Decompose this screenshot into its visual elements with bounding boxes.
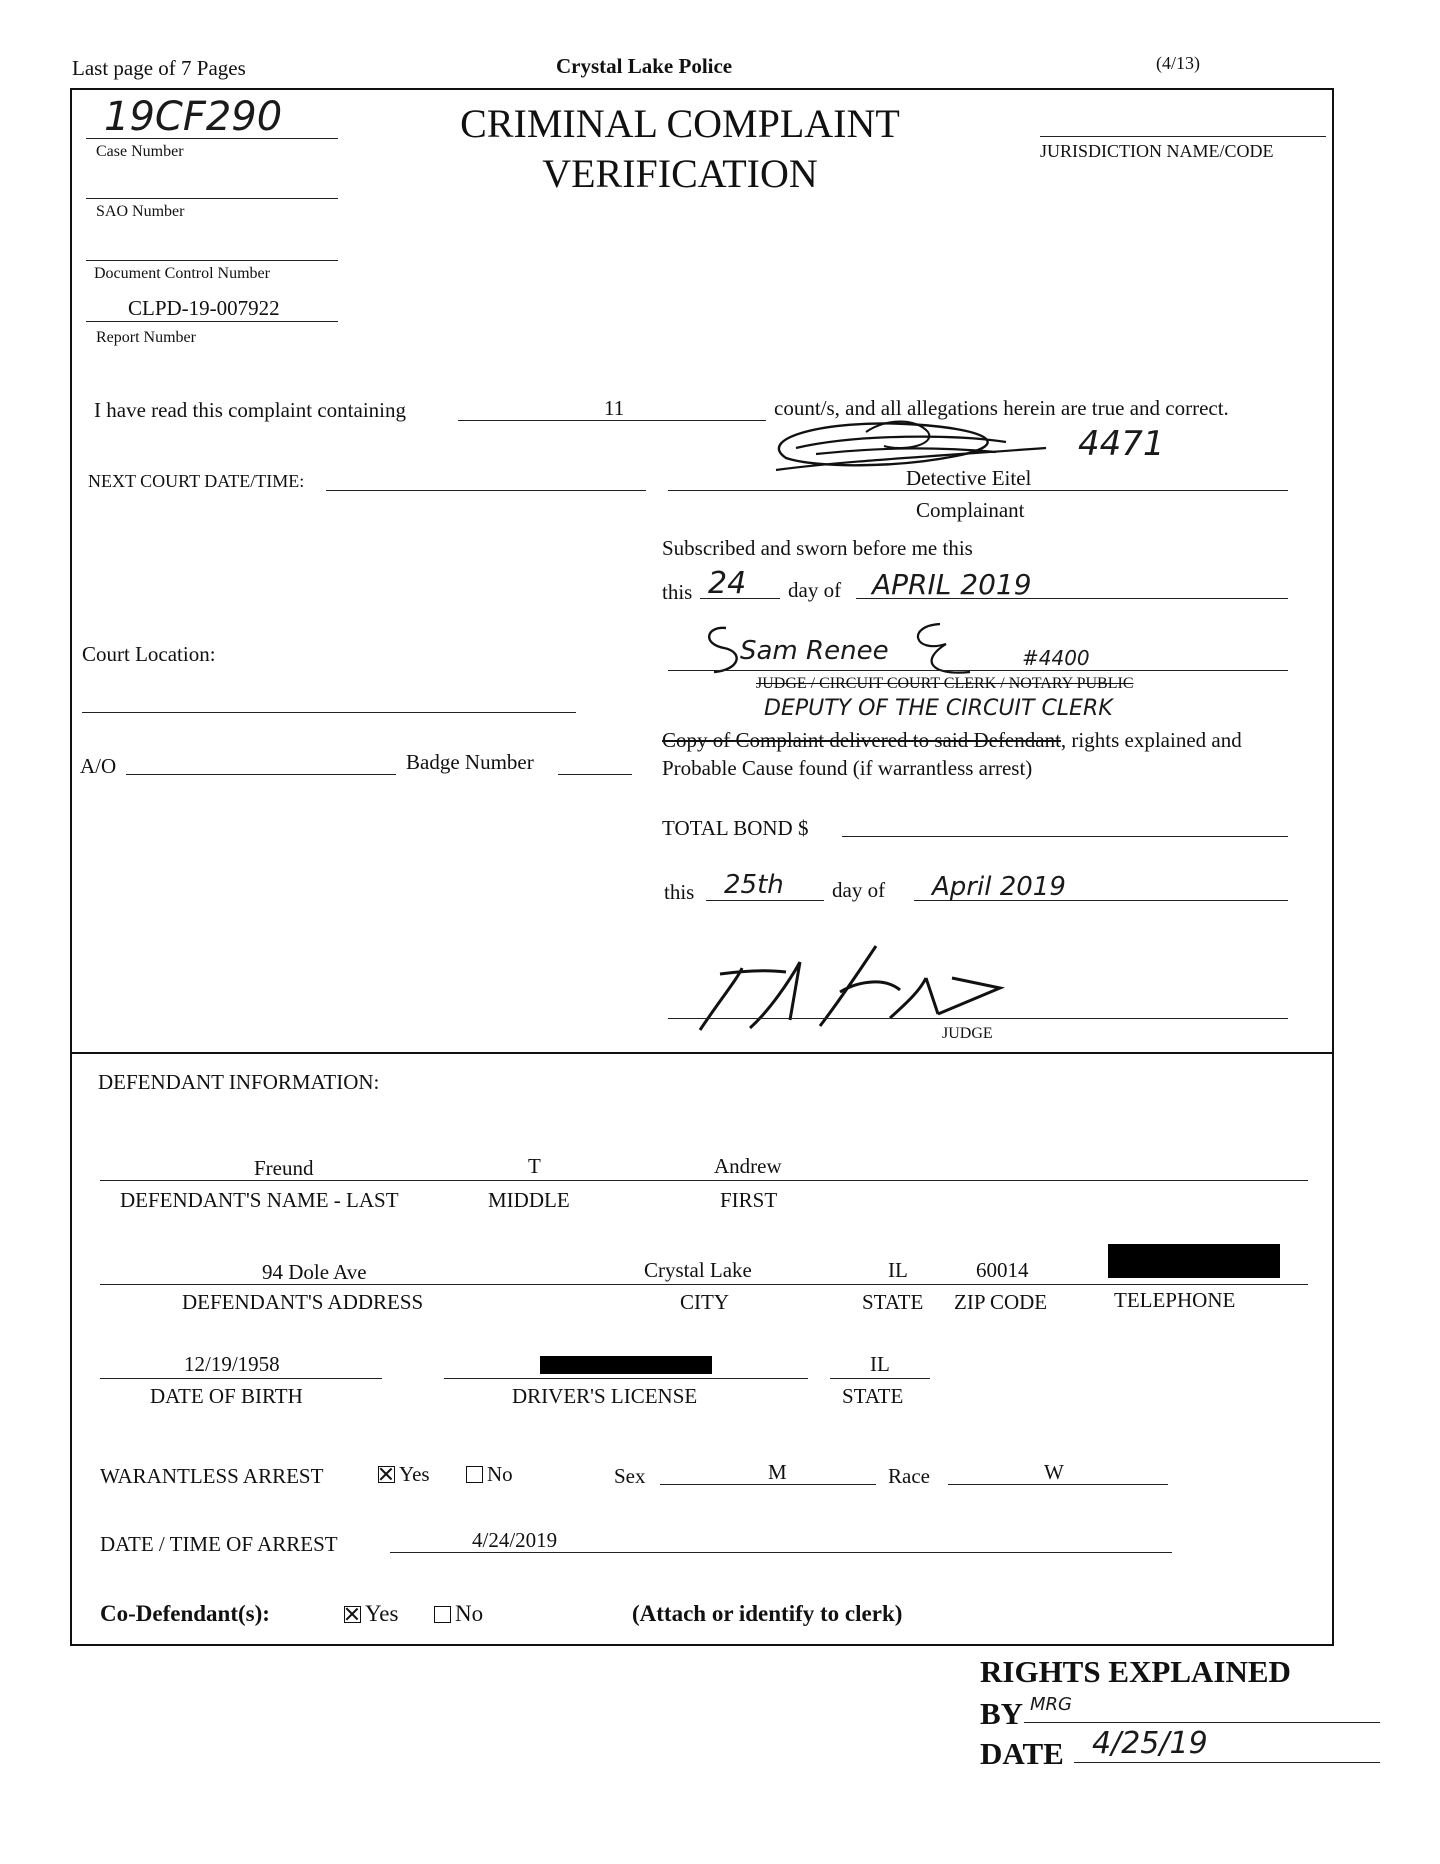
- race-value: W: [1044, 1460, 1064, 1484]
- doc-control-line: [86, 260, 338, 261]
- sworn-month-year: APRIL 2019: [872, 568, 1032, 601]
- page-info: Last page of 7 Pages: [72, 56, 246, 80]
- bond-day-line: [706, 900, 824, 901]
- report-number-value: CLPD-19-007922: [128, 296, 280, 320]
- sao-number-line: [86, 198, 338, 199]
- complainant-line: [668, 490, 1288, 491]
- codefendant-yes-option[interactable]: [344, 1602, 398, 1625]
- name-line: [100, 1180, 1308, 1181]
- telephone-label: TELEPHONE: [1114, 1288, 1236, 1312]
- rights-by-line: [1024, 1722, 1380, 1723]
- count-line: [458, 420, 766, 421]
- dob-label: DATE OF BIRTH: [150, 1384, 303, 1408]
- complaint-statement-prefix: I have read this complaint containing: [94, 398, 406, 422]
- dl-state: IL: [870, 1352, 890, 1376]
- telephone-redaction: [1108, 1244, 1280, 1278]
- case-number-value: 19CF290: [104, 94, 283, 140]
- judge-line: [668, 1018, 1288, 1019]
- case-number-label: Case Number: [96, 143, 184, 160]
- defendant-dob: 12/19/1958: [184, 1352, 280, 1376]
- form-title-line1: CRIMINAL COMPLAINT: [460, 101, 900, 146]
- notary-line: [668, 670, 1288, 671]
- total-bond-line: [842, 836, 1288, 837]
- rights-date-label: DATE: [980, 1736, 1064, 1771]
- ao-line: [126, 774, 396, 775]
- form-title-line2: VERIFICATION: [542, 151, 818, 196]
- arrest-date-value: 4/24/2019: [472, 1528, 558, 1552]
- arrest-date-line: [390, 1552, 1172, 1553]
- doc-control-label: Document Control Number: [94, 265, 270, 282]
- middle-name-label: MIDDLE: [488, 1188, 570, 1212]
- defendant-state: IL: [888, 1258, 908, 1282]
- badge-number-label: Badge Number: [406, 750, 534, 774]
- notary-label: JUDGE / CIRCUIT COURT CLERK / NOTARY PUBLIC: [756, 675, 1134, 692]
- bond-month-year: April 2019: [932, 872, 1066, 902]
- arrest-date-label: DATE / TIME OF ARREST: [100, 1532, 338, 1556]
- judge-label: JUDGE: [942, 1025, 993, 1042]
- notary-id-handwritten: #4400: [1022, 646, 1090, 670]
- dl-state-line: [830, 1378, 930, 1379]
- codefendant-no-option[interactable]: [434, 1602, 483, 1625]
- probable-cause-text: Probable Cause found (if warrantless arrest): [662, 756, 1033, 780]
- drivers-license-redaction: [540, 1356, 712, 1374]
- complainant-label: Complainant: [916, 498, 1025, 522]
- notary-signature: Sam Renee: [740, 636, 889, 666]
- codefendant-note: (Attach or identify to clerk): [632, 1601, 903, 1626]
- sex-line: [660, 1484, 876, 1485]
- codefendant-yes-checkbox[interactable]: [344, 1606, 361, 1623]
- warrantless-no-checkbox[interactable]: [466, 1466, 483, 1483]
- bond-this-label: this: [664, 880, 695, 904]
- first-name-label: FIRST: [720, 1188, 778, 1212]
- jurisdiction-line: [1040, 136, 1326, 137]
- address-label: DEFENDANT'S ADDRESS: [182, 1290, 424, 1314]
- next-court-label: NEXT COURT DATE/TIME:: [88, 471, 305, 491]
- sex-label: Sex: [614, 1464, 646, 1488]
- city-label: CITY: [680, 1290, 729, 1314]
- agency-name: Crystal Lake Police: [556, 54, 733, 78]
- notary-title-handwritten: DEPUTY OF THE CIRCUIT CLERK: [764, 696, 1113, 721]
- race-label: Race: [888, 1464, 930, 1488]
- drivers-license-label: DRIVER'S LICENSE: [512, 1384, 698, 1408]
- drivers-license-line: [444, 1378, 808, 1379]
- defendant-section-label: DEFENDANT INFORMATION:: [98, 1070, 380, 1094]
- dl-state-label: STATE: [842, 1384, 904, 1408]
- warrantless-yes-option[interactable]: [378, 1464, 430, 1485]
- form-code: (4/13): [1156, 53, 1200, 73]
- last-name-label: DEFENDANT'S NAME - LAST: [120, 1188, 399, 1212]
- race-line: [948, 1484, 1168, 1485]
- copy-struck-text: Copy of Complaint delivered to said Defendant: [662, 728, 1061, 752]
- total-bond-label: TOTAL BOND $: [662, 816, 809, 840]
- rights-date-value: 4/25/19: [1092, 1726, 1208, 1761]
- codefendant-label: Co-Defendant(s):: [100, 1601, 270, 1626]
- sao-number-label: SAO Number: [96, 203, 185, 220]
- defendant-zip: 60014: [976, 1258, 1029, 1282]
- warrantless-no-label: No: [487, 1462, 513, 1486]
- court-location-line: [82, 712, 576, 713]
- ao-label: A/O: [80, 754, 117, 778]
- zip-label: ZIP CODE: [954, 1290, 1048, 1314]
- dob-line: [100, 1378, 382, 1379]
- defendant-middle-name: T: [528, 1154, 541, 1178]
- badge-number-line: [558, 774, 632, 775]
- rights-by-value: MRG: [1030, 1694, 1072, 1715]
- count-value: 11: [604, 396, 625, 420]
- court-location-label: Court Location:: [82, 642, 216, 666]
- sworn-day: 24: [708, 566, 747, 601]
- report-number-label: Report Number: [96, 329, 196, 346]
- warrantless-arrest-label: WARANTLESS ARREST: [100, 1464, 324, 1488]
- warrantless-no-option[interactable]: [466, 1464, 513, 1485]
- codefendant-yes-label: Yes: [365, 1601, 399, 1626]
- bond-day-of-label: day of: [832, 878, 886, 902]
- copy-complaint-text: [662, 730, 1242, 751]
- address-line: [100, 1284, 1308, 1285]
- defendant-first-name: Andrew: [714, 1154, 782, 1178]
- complainant-badge-handwritten: 4471: [1078, 424, 1165, 464]
- warrantless-yes-checkbox[interactable]: [378, 1466, 395, 1483]
- complaint-statement-suffix: count/s, and all allegations herein are true and correct.: [774, 396, 1229, 420]
- report-number-line: [86, 321, 338, 322]
- defendant-city: Crystal Lake: [644, 1258, 752, 1282]
- complainant-name: Detective Eitel: [906, 466, 1032, 490]
- rights-by-label: BY: [980, 1696, 1024, 1731]
- next-court-line: [326, 490, 646, 491]
- copy-rest-text: , rights explained and: [1060, 728, 1242, 752]
- rights-explained-title: RIGHTS EXPLAINED: [980, 1654, 1291, 1689]
- bond-day: 25th: [724, 870, 784, 900]
- rights-date-line: [1074, 1762, 1380, 1763]
- defendant-address: 94 Dole Ave: [262, 1260, 367, 1284]
- sex-value: M: [768, 1460, 787, 1484]
- warrantless-yes-label: Yes: [399, 1462, 430, 1486]
- jurisdiction-label: JURISDICTION NAME/CODE: [1040, 141, 1274, 161]
- codefendant-no-checkbox[interactable]: [434, 1606, 451, 1623]
- sworn-this-label: this: [662, 580, 693, 604]
- codefendant-no-label: No: [455, 1601, 484, 1626]
- defendant-last-name: Freund: [254, 1156, 314, 1180]
- state-label: STATE: [862, 1290, 924, 1314]
- sworn-day-of-label: day of: [788, 578, 842, 602]
- section-divider: [70, 1052, 1334, 1054]
- case-number-line: [86, 138, 338, 139]
- sworn-text: Subscribed and sworn before me this: [662, 536, 973, 560]
